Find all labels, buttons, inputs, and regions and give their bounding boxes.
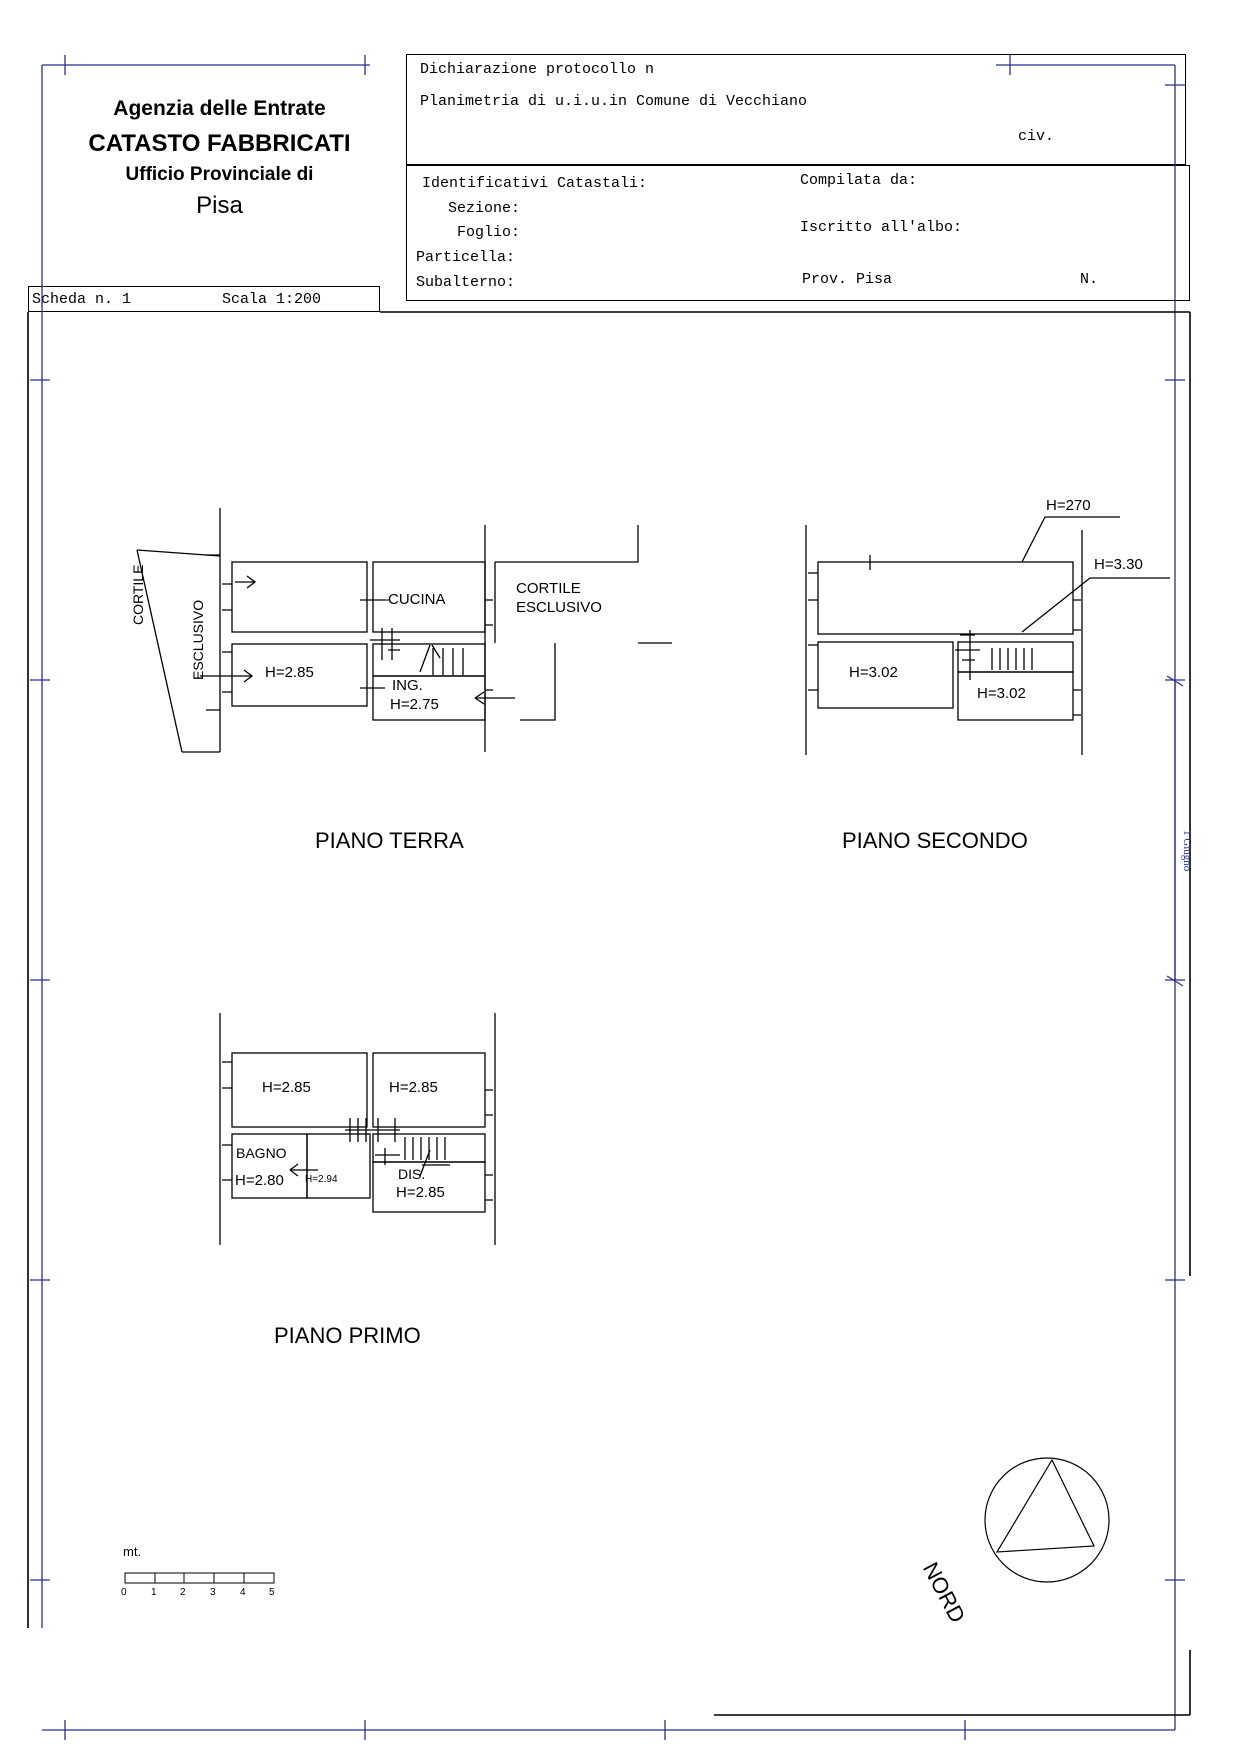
- height-primo-tl: H=2.85: [262, 1079, 311, 1096]
- registry-name: CATASTO FABBRICATI: [88, 130, 351, 157]
- sheet-frame: [30, 55, 1185, 1740]
- floor-title-primo: PIANO PRIMO: [274, 1323, 421, 1348]
- floor-title-terra: PIANO TERRA: [315, 828, 464, 853]
- height-small: H=2.94: [305, 1174, 338, 1185]
- height-disimpegno: H=2.85: [396, 1184, 445, 1201]
- height-bagno: H=2.80: [235, 1172, 284, 1189]
- foglio-label: Foglio:: [457, 224, 521, 241]
- planimetry-label: Planimetria di u.i.u.in Comune di Vecchiano: [420, 93, 808, 110]
- side-stamp: 1 Giugno: [1181, 830, 1193, 872]
- height-secondo-right: H=3.02: [977, 685, 1026, 702]
- room-cortile-left-2: ESCLUSIVO: [190, 599, 206, 680]
- identifiers-title: Identificativi Catastali:: [422, 175, 648, 192]
- room-cucina: CUCINA: [388, 591, 446, 608]
- protocol-label: Dichiarazione protocollo n: [420, 61, 655, 78]
- floor-plan-primo: [220, 1013, 495, 1245]
- room-cortile-right-2: ESCLUSIVO: [516, 599, 602, 616]
- particella-label: Particella:: [416, 249, 516, 266]
- scale-unit: mt.: [123, 1544, 142, 1559]
- subalterno-label: Subalterno:: [416, 274, 516, 291]
- height-secondo-330: H=3.30: [1094, 556, 1143, 573]
- north-compass: [985, 1458, 1109, 1582]
- scale-tick-5: 5: [269, 1587, 275, 1598]
- floor-title-secondo: PIANO SECONDO: [842, 828, 1028, 853]
- agency-name: Agenzia delle Entrate: [113, 97, 326, 120]
- office-label: Ufficio Provinciale di: [125, 164, 314, 185]
- floor-plan-terra: [137, 508, 672, 752]
- scale-bar: [125, 1573, 274, 1583]
- scale-tick-1: 1: [151, 1587, 157, 1598]
- height-terra-left: H=2.85: [265, 664, 314, 681]
- compass-label: NORD: [917, 1558, 971, 1627]
- scale-tick-3: 3: [210, 1587, 216, 1598]
- height-ingresso: H=2.75: [390, 696, 439, 713]
- room-bagno: BAGNO: [236, 1145, 287, 1161]
- n-label: N.: [1080, 271, 1099, 288]
- height-secondo-left: H=3.02: [849, 664, 898, 681]
- room-cortile-right-1: CORTILE: [516, 580, 581, 597]
- height-primo-tr: H=2.85: [389, 1079, 438, 1096]
- sezione-label: Sezione:: [448, 200, 521, 217]
- iscritto-label: Iscritto all'albo:: [800, 219, 963, 236]
- civ-label: civ.: [1018, 128, 1055, 145]
- office-city: Pisa: [196, 192, 243, 219]
- floor-plan-secondo: [806, 517, 1170, 755]
- room-disimpegno: DIS.: [398, 1166, 426, 1182]
- height-secondo-top: H=270: [1046, 497, 1091, 514]
- room-cortile-left-1: CORTILE: [130, 564, 146, 625]
- compilata-label: Compilata da:: [800, 172, 918, 189]
- inner-frame: [28, 312, 1190, 1715]
- scale-tick-2: 2: [180, 1587, 186, 1598]
- scheda-label: Scheda n. 1: [32, 291, 132, 308]
- prov-label: Prov. Pisa: [802, 271, 893, 288]
- room-ingresso: ING.: [392, 677, 423, 694]
- scale-tick-0: 0: [121, 1587, 127, 1598]
- scale-tick-4: 4: [240, 1587, 246, 1598]
- scala-label: Scala 1:200: [222, 291, 322, 308]
